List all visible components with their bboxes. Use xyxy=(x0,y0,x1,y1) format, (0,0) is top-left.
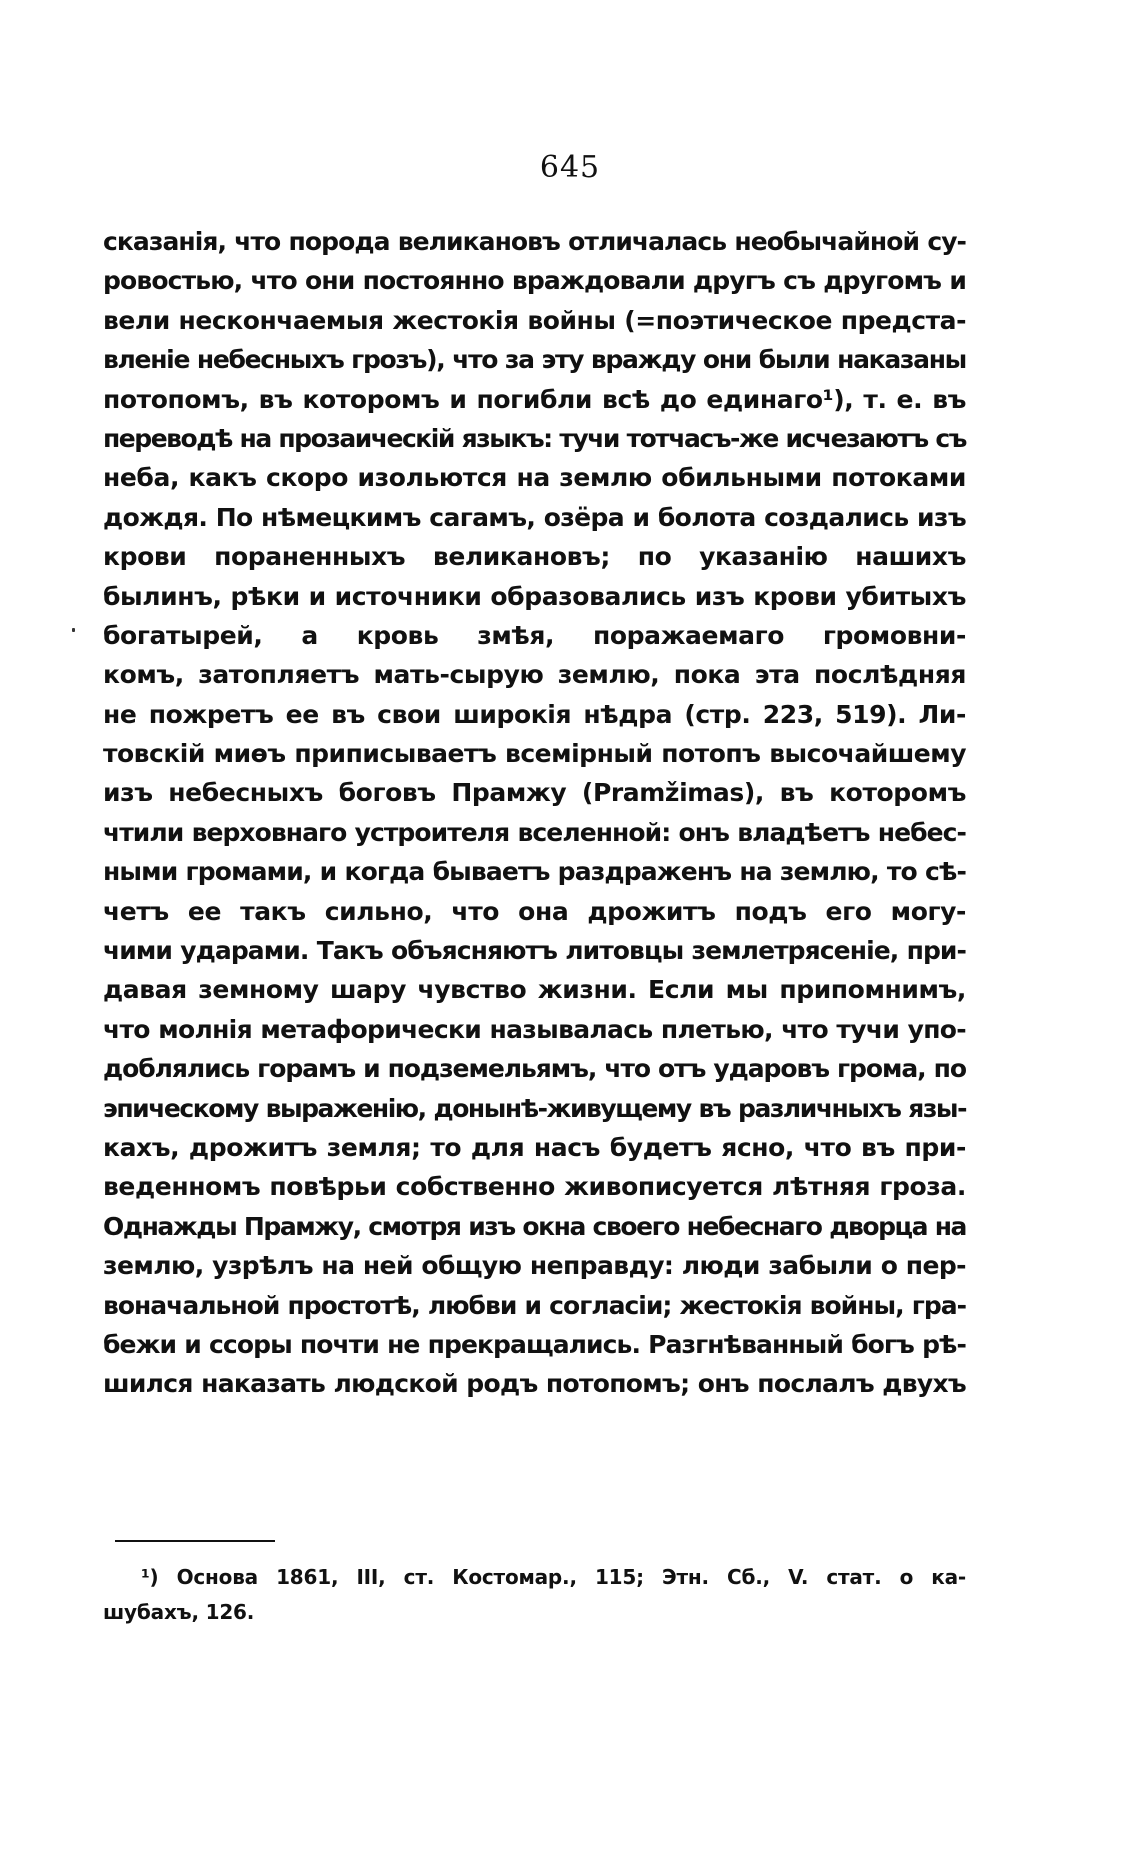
body-line: воначальной простотѣ, любви и согласіи; жестокія войны, гра- xyxy=(103,1290,966,1320)
body-line: изъ небесныхъ боговъ Прамжу (Pramžimas), въ которомъ xyxy=(103,778,966,808)
body-line: вели нескончаемыя жестокія войны (=поэтическое предста- xyxy=(103,305,966,335)
body-line: дождя. По нѣмецкимъ сагамъ, озёра и болота создались изъ xyxy=(103,502,966,532)
footnote-line: ¹) Основа 1861, III, ст. Костомар., 115; Этн. Сб., V. стат. о ка- xyxy=(141,1565,966,1589)
footnote xyxy=(103,1560,966,1630)
body-line: крови пораненныхъ великановъ; по указанію нашихъ xyxy=(103,542,966,572)
body-line: чтили верховнаго устроителя вселенной: онъ владѣетъ небес- xyxy=(103,817,966,847)
page-number: 645 xyxy=(539,150,601,185)
body-line: кахъ, дрожитъ земля; то для насъ будетъ ясно, что въ при- xyxy=(103,1132,966,1162)
body-line: доблялись горамъ и подземельямъ, что отъ ударовъ грома, по xyxy=(103,1054,966,1084)
footnote-line: шубахъ, 126. xyxy=(103,1600,255,1624)
body-line: чими ударами. Такъ объясняютъ литовцы землетрясеніе, при- xyxy=(103,936,966,966)
body-line: богатырей, а кровь змѣя, поражаемаго громовни- xyxy=(103,620,966,650)
body-line: былинъ, рѣки и источники образовались изъ крови убитыхъ xyxy=(103,581,966,611)
footnote-divider xyxy=(115,1540,275,1542)
body-line: товскій миѳъ приписываетъ всемірный потопъ высочайшему xyxy=(103,739,966,769)
body-line: что молнія метафорически называлась плетью, что тучи упо- xyxy=(103,1014,966,1044)
body-line: сказанія, что порода великановъ отличалась необычайной су- xyxy=(103,227,966,256)
body-line: потопомъ, въ которомъ и погибли всѣ до единаго¹), т. е. въ xyxy=(103,384,966,414)
body-line: Однажды Прамжу, смотря изъ окна своего небеснаго дворца на xyxy=(103,1211,966,1241)
body-line: землю, узрѣлъ на ней общую неправду: люди забыли о пер- xyxy=(103,1251,966,1281)
body-line: четъ ее такъ сильно, что она дрожитъ подъ его могу- xyxy=(103,896,966,926)
body-line: шился наказать людской родъ потопомъ; онъ послалъ двухъ xyxy=(103,1369,966,1399)
body-line: ровостью, что они постоянно враждовали другъ съ другомъ и xyxy=(103,266,966,296)
body-line: неба, какъ скоро изольются на землю обильными потоками xyxy=(103,463,966,493)
body-line: вленіе небесныхъ грозъ), что за эту вражду они были наказаны xyxy=(103,345,966,375)
body-line: комъ, затопляетъ мать-сырую землю, пока эта послѣдняя xyxy=(103,660,966,690)
body-line: веденномъ повѣрьи собственно живописуется лѣтняя гроза. xyxy=(103,1172,966,1202)
body-line: ными громами, и когда бываетъ раздраженъ на землю, то сѣ- xyxy=(103,857,966,887)
body-line: не пожретъ ее въ свои широкія нѣдра (стр. 223, 519). Ли- xyxy=(103,699,966,729)
margin-mark xyxy=(72,628,75,632)
body-line: эпическому выраженію, донынѣ-живущему въ различныхъ язы- xyxy=(103,1093,966,1123)
body-line: давая земному шару чувство жизни. Если мы припомнимъ, xyxy=(103,975,966,1005)
body-text xyxy=(103,222,966,1404)
body-line: переводѣ на прозаическій языкъ: тучи тотчасъ-же исчезаютъ съ xyxy=(103,423,966,453)
body-line: бежи и ссоры почти не прекращались. Разгнѣванный богъ рѣ- xyxy=(103,1329,966,1359)
